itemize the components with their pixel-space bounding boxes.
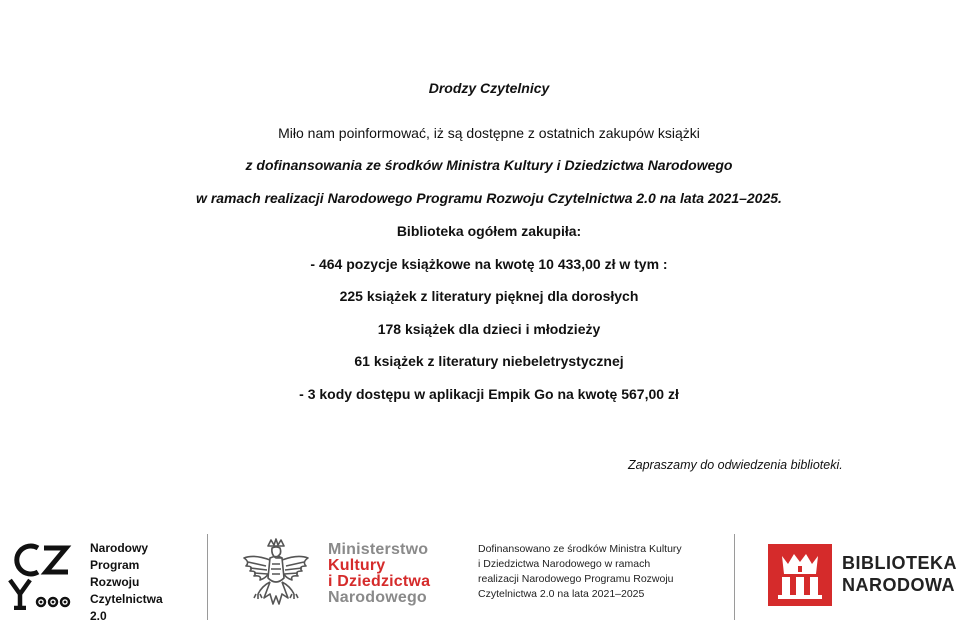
polish-eagle-emblem-icon: [240, 538, 312, 614]
letter-greeting: Drodzy Czytelnicy: [428, 80, 550, 96]
npr-logo-icon: [8, 542, 72, 610]
letter-item: 225 książek z literatury pięknej dla dorosłych: [339, 288, 639, 304]
letter-intro: Miło nam poinformować, iż są dostępne z ostatnich zakupów książki: [278, 125, 700, 141]
letter-item: - 464 pozycje książkowe na kwotę 10 433,00 zł w tym :: [310, 256, 668, 272]
letter-program-line: w ramach realizacji Narodowego Programu Rozwoju Czytelnictwa 2.0 na lata 2021–2025.: [196, 190, 782, 206]
cofunding-note: Dofinansowano ze środków Ministra Kultury i Dziedzictwa Narodowego w ramach realizacji Narodowego Programu Rozwoju Czytelnictwa 2.0 na lata 2021–2025: [478, 543, 682, 600]
footer-divider: [207, 534, 208, 620]
letter-item: 178 książek dla dzieci i młodzieży: [377, 321, 601, 337]
letter-item: 61 książek z literatury niebeletrystycznej: [354, 353, 624, 369]
bn-logo-text: BIBLIOTEKA NARODOWA: [842, 553, 957, 595]
sponsor-footer: [0, 528, 978, 628]
letter-item: - 3 kody dostępu w aplikacji Empik Go na kwotę 567,00 zł: [299, 386, 679, 402]
footer-divider: [734, 534, 735, 620]
letter-closing: Zapraszamy do odwiedzenia biblioteki.: [628, 458, 843, 472]
npr-logo-text: Narodowy Program Rozwoju Czytelnictwa 2.0: [90, 541, 163, 623]
letter-summary-heading: Biblioteka ogółem zakupiła:: [396, 223, 582, 239]
ministry-logo-text: Ministerstwo Kultury i Dziedzictwa Narodowego: [328, 541, 431, 606]
crown-emblem-icon: [768, 544, 832, 606]
letter-funding-line: z dofinansowania ze środków Ministra Kultury i Dziedzictwa Narodowego: [245, 157, 733, 173]
